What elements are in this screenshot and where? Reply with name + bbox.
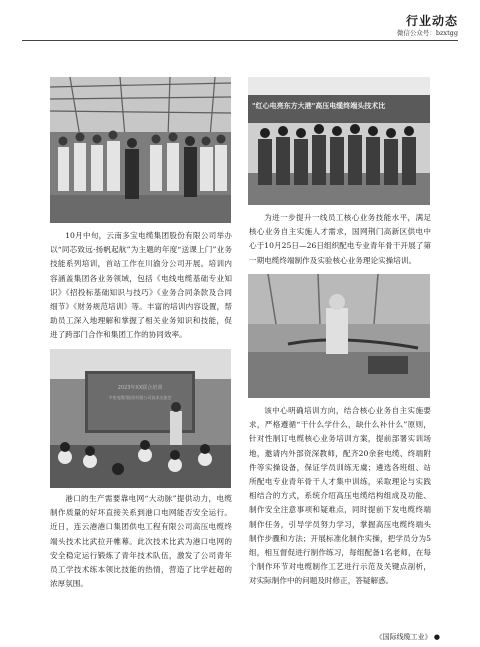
- plant-visit-photo: [50, 77, 231, 223]
- banner-text: "红心电亮东方大港"高压电缆终端头技术比: [252, 102, 386, 110]
- journal-footer: 《国际线缆工业》 ●: [375, 633, 440, 641]
- workshop-photo: [248, 274, 430, 398]
- paragraph-jingmen-training: [249, 211, 431, 268]
- paragraph-training-details: [249, 404, 431, 589]
- paragraph-port-contest: [50, 492, 232, 591]
- paragraph-3-text: 为进一步提升一线员工核心业务技能水平，满足核心业务自主实施人才需求，国网荆门高新区供电中心于10月25日—26日组织配电专业青年骨干开展了第一期电缆终端制作及实验核心业务理论实操培训。: [249, 213, 431, 265]
- section-title: 行业动态: [405, 14, 458, 28]
- paragraph-4-text: 该中心明确培训方向，结合核心业务自主实施要求，严格遵循“干什么学什么，缺什么补什么”原则，针对性制订电缆核心业务培训方案，提前部署实训场地，邀请内外部资深教师，配齐20余套电缆、终端附件等实操设备，保证学员训练无虞；遴选各班组、站所配电专业青年骨干人才集中训练，采取理论与实践相结合的方式，系统介绍高压电缆结构组成及功能、制作安全注意事项和疑难点，同时提前下发电缆终端制作任务，引导学员努力学习，掌握高压电缆终端头制作步骤和方法；开展标准化制作实操，把学员分为5组，相互督促进行制作练习，每组配备1名老师，在每个制作环节对电缆制作工艺进行示范及关键点剖析，对实际制作中的问题及时修正，答疑解惑。: [249, 406, 431, 586]
- lecture-photo: [50, 349, 231, 488]
- screen-title: 2023年XX联合培训: [117, 385, 163, 391]
- paragraph-training-sichuan: [50, 229, 232, 343]
- header-divider: [22, 40, 458, 41]
- wechat-account: 微信公众号：bzxtgg: [396, 29, 458, 37]
- paragraph-1-text: 10月中旬，云南多宝电缆集团股份有限公司举办以“同芯致远·扬帆起航”为主题的年度“送课上门”业务技能系列培训，首站工作在川渝分公司开展。培训内容涵盖集团各业务领域，包括《电线电缆基础专业知识》《招投标基础知识与技巧》《业务合同条款及合同细节》《财务规范培训》等。丰富的培训内容设置，帮助员工深入地理解和掌握了相关业务知识和技能，促进了跨部门合作和集团工作的协同效率。: [50, 231, 232, 340]
- group-photo: [248, 77, 430, 205]
- paragraph-2-text: 港口的生产需要靠电网“大动脉”提供动力，电缆制作质量的好坏直接关系到港口电网能否安全运行。近日，连云港港口集团供电工程有限公司高压电缆终端头技术比武拉开帷幕。此次技术比武为港口电网的安全稳定运行锻炼了青年技术队伍，激发了公司青年员工学技术练本领比技能的热情，营造了比学赶超的浓厚氛围。: [50, 494, 232, 589]
- screen-subtitle: 多变电缆(集团)有限公司技术交流会: [108, 395, 172, 400]
